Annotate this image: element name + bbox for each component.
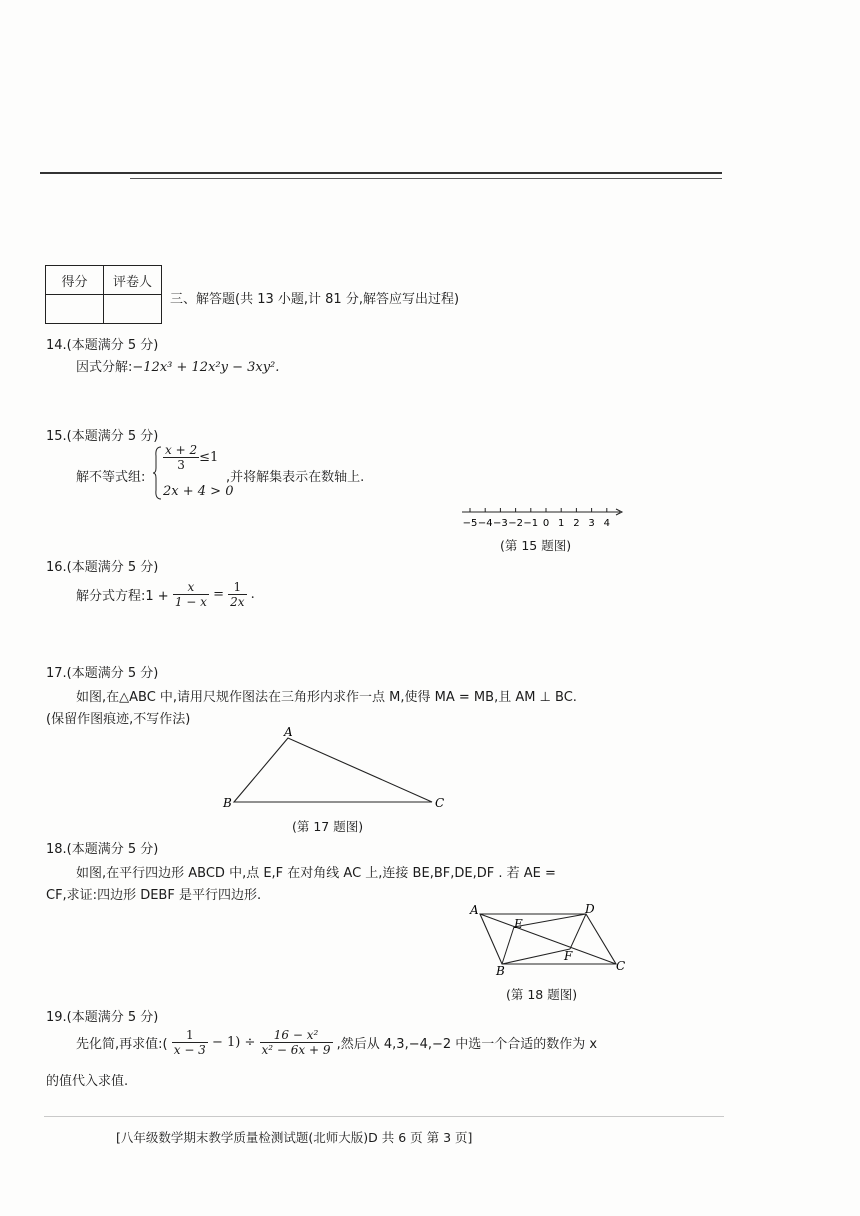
q15-ineq2: 2x + 4 > 0 xyxy=(163,484,234,499)
number-line-label: −2 xyxy=(508,518,523,529)
q17-caption: (第 17 题图) xyxy=(292,819,364,834)
q15-brace xyxy=(152,446,162,500)
section-title: 三、解答题(共 13 小题,计 81 分,解答应写出过程) xyxy=(170,292,460,307)
q18-label-c: C xyxy=(616,959,626,973)
q18-label-a: A xyxy=(470,903,479,917)
q17-line1: 如图,在△ABC 中,请用尺规作图法在三角形内求作一点 M,使得 MA = MB,且 AM ⊥ BC. xyxy=(76,690,577,705)
q17-line2: (保留作图痕迹,不写作法) xyxy=(46,712,191,727)
q17-label-b: B xyxy=(223,796,232,810)
q17-label-c: C xyxy=(435,796,445,810)
q17-header: 17.(本题满分 5 分) xyxy=(46,666,159,681)
q19-f2-den: x² − 6x + 9 xyxy=(261,1043,331,1057)
q15-header: 15.(本题满分 5 分) xyxy=(46,429,159,444)
q18-caption: (第 18 题图) xyxy=(506,987,578,1002)
header-rule xyxy=(40,172,722,174)
q15-ineq1-num: x + 2 xyxy=(165,443,198,457)
number-line-label: −1 xyxy=(523,518,539,529)
q15-ineq1-rhs: ≤1 xyxy=(199,450,219,465)
number-line-label: −3 xyxy=(493,518,508,529)
header-rule-thin xyxy=(130,178,722,179)
page-footer: [八年级数学期末教学质量检测试题(北师大版)D 共 6 页 第 3 页] xyxy=(116,1130,473,1145)
number-line xyxy=(460,504,630,532)
score-table xyxy=(45,265,162,324)
q15-caption: (第 15 题图) xyxy=(500,538,572,553)
q16-f2-den: 2x xyxy=(230,595,245,609)
segment-df xyxy=(570,914,586,949)
q18-header: 18.(本题满分 5 分) xyxy=(46,842,159,857)
q19-minus1: − 1) ÷ xyxy=(211,1035,256,1050)
q19-header: 19.(本题满分 5 分) xyxy=(46,1010,159,1025)
grader-col-label: 评卷人 xyxy=(104,266,162,295)
q19-prompt: 先化简,再求值:( xyxy=(76,1037,168,1052)
q18-label-f: F xyxy=(564,949,573,963)
q18-label-e: E xyxy=(514,917,523,931)
q18-line1: 如图,在平行四边形 ABCD 中,点 E,F 在对角线 AC 上,连接 BE,BF,DE,DF . 若 AE = xyxy=(76,866,556,881)
q16-body xyxy=(76,580,255,609)
q19-body xyxy=(76,1028,597,1057)
number-line-label: 4 xyxy=(603,518,610,529)
q18-line2: CF,求证:四边形 DEBF 是平行四边形. xyxy=(46,888,262,903)
segment-de xyxy=(514,914,586,927)
q15-ineq1-den: 3 xyxy=(177,458,185,472)
diagonal-ac xyxy=(480,914,616,964)
q19-tail: ,然后从 4,3,−4,−2 中选一个合适的数作为 x xyxy=(336,1037,598,1052)
number-line-label: 2 xyxy=(573,518,580,529)
segment-bf xyxy=(502,949,570,964)
q18-parallelogram-figure xyxy=(466,902,634,978)
footer-rule xyxy=(44,1116,724,1117)
q18-label-b: B xyxy=(496,964,505,978)
q18-label-d: D xyxy=(585,902,595,916)
q16-eq: = xyxy=(213,587,224,602)
score-col-label: 得分 xyxy=(46,266,104,295)
number-line-ticks xyxy=(470,508,607,512)
q15-tail: ,并将解集表示在数轴上. xyxy=(226,470,365,485)
number-line-label: 0 xyxy=(542,518,550,529)
q14-expr: −12x³ + 12x²y − 3xy². xyxy=(132,360,280,375)
q17-label-a: A xyxy=(284,725,293,739)
q16-tail: . xyxy=(250,587,255,602)
q15-ineq1 xyxy=(163,443,218,472)
score-cell[interactable] xyxy=(46,295,104,324)
q19-f1-num: 1 xyxy=(172,1028,208,1043)
number-line-label: −5 xyxy=(462,518,478,529)
q16-f1-den: 1 − x xyxy=(174,595,207,609)
number-line-labels xyxy=(463,518,610,529)
q16-f2-num: 1 xyxy=(228,580,246,595)
q14-header: 14.(本题满分 5 分) xyxy=(46,338,159,353)
q16-header: 16.(本题满分 5 分) xyxy=(46,560,159,575)
q14-body xyxy=(76,356,279,375)
q19-line2: 的值代入求值. xyxy=(46,1074,129,1089)
q19-f1-den: x − 3 xyxy=(173,1043,206,1057)
q19-f2-num: 16 − x² xyxy=(260,1028,333,1043)
q16-prompt: 解分式方程:1 + xyxy=(76,589,169,604)
number-line-label: 1 xyxy=(558,518,565,529)
segment-be xyxy=(502,927,514,964)
q16-f1-num: x xyxy=(173,580,209,595)
grader-cell[interactable] xyxy=(104,295,162,324)
number-line-label: 3 xyxy=(588,518,595,529)
number-line-label: −4 xyxy=(477,518,493,529)
q17-triangle-figure xyxy=(218,724,458,814)
q15-prompt: 解不等式组: xyxy=(76,470,146,485)
triangle-abc xyxy=(234,738,432,802)
q14-prompt: 因式分解: xyxy=(76,360,133,375)
